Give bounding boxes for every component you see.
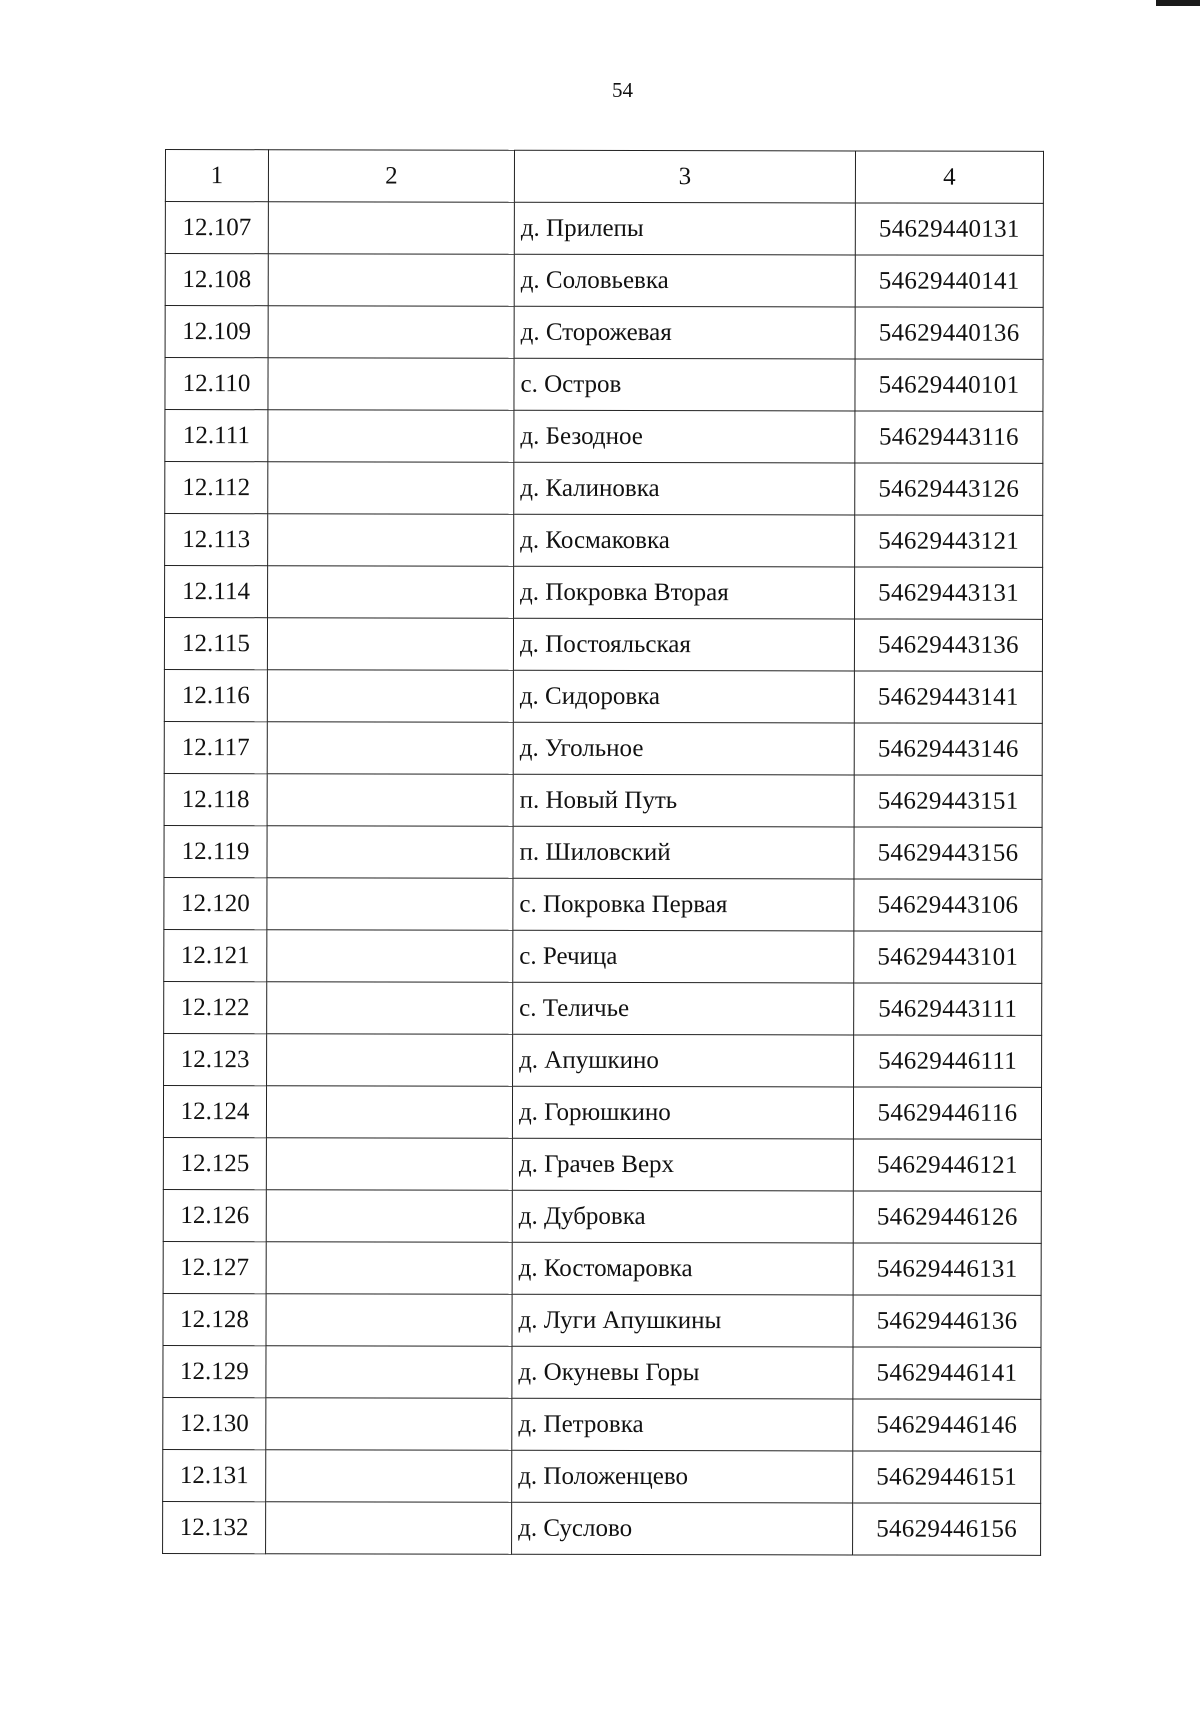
settlement-name-cell: д. Положенцево bbox=[512, 1450, 853, 1503]
table-row bbox=[163, 1397, 1041, 1451]
table-row bbox=[163, 1137, 1041, 1191]
row-number-cell: 12.111 bbox=[165, 410, 268, 462]
header-col-2: 2 bbox=[268, 150, 514, 203]
oktmo-code-cell: 54629443141 bbox=[854, 671, 1042, 723]
row-number-cell: 12.108 bbox=[165, 254, 268, 306]
settlement-name-cell: д. Покровка Вторая bbox=[514, 566, 855, 619]
column-2-cell bbox=[266, 1242, 512, 1295]
row-number-cell: 12.115 bbox=[164, 618, 267, 670]
header-col-4: 4 bbox=[855, 151, 1043, 203]
row-number-cell: 12.127 bbox=[163, 1241, 266, 1293]
oktmo-code-cell: 54629446156 bbox=[853, 1503, 1041, 1555]
row-number-cell: 12.122 bbox=[164, 981, 267, 1033]
oktmo-code-cell: 54629443101 bbox=[854, 931, 1042, 983]
settlement-name-cell: д. Луги Апушкины bbox=[512, 1294, 853, 1347]
oktmo-code-cell: 54629440101 bbox=[855, 359, 1043, 411]
settlements-table bbox=[162, 149, 1044, 1556]
column-2-cell bbox=[268, 254, 514, 307]
column-2-cell bbox=[267, 878, 513, 931]
table-row bbox=[164, 1033, 1042, 1087]
table-row bbox=[163, 1189, 1041, 1243]
oktmo-code-cell: 54629443151 bbox=[854, 775, 1042, 827]
settlement-name-cell: с. Теличье bbox=[513, 982, 854, 1035]
oktmo-code-cell: 54629446121 bbox=[853, 1139, 1041, 1191]
settlement-name-cell: д. Сидоровка bbox=[513, 670, 854, 723]
table-row bbox=[165, 358, 1043, 412]
page-number: 54 bbox=[612, 78, 633, 102]
oktmo-code-cell: 54629443156 bbox=[854, 827, 1042, 879]
column-2-cell bbox=[266, 1398, 512, 1451]
oktmo-code-cell: 54629446151 bbox=[853, 1451, 1041, 1503]
column-2-cell bbox=[267, 618, 513, 671]
table-row bbox=[163, 1345, 1041, 1399]
row-number-cell: 12.125 bbox=[163, 1137, 266, 1189]
table-row bbox=[165, 566, 1043, 620]
settlement-name-cell: д. Окуневы Горы bbox=[512, 1346, 853, 1399]
row-number-cell: 12.117 bbox=[164, 721, 267, 773]
column-2-cell bbox=[266, 1450, 512, 1503]
table-row bbox=[164, 877, 1042, 931]
column-2-cell bbox=[267, 826, 513, 879]
oktmo-code-cell: 54629443146 bbox=[854, 723, 1042, 775]
settlement-name-cell: д. Сторожевая bbox=[514, 306, 855, 359]
table-row bbox=[163, 1501, 1041, 1555]
table-row bbox=[163, 1293, 1041, 1347]
oktmo-code-cell: 54629440141 bbox=[855, 255, 1043, 307]
oktmo-code-cell: 54629446131 bbox=[853, 1243, 1041, 1295]
settlement-name-cell: д. Суслово bbox=[512, 1502, 853, 1555]
row-number-cell: 12.131 bbox=[163, 1449, 266, 1501]
table-row bbox=[164, 981, 1042, 1035]
oktmo-code-cell: 54629443126 bbox=[855, 463, 1043, 515]
column-2-cell bbox=[266, 1346, 512, 1399]
row-number-cell: 12.123 bbox=[164, 1033, 267, 1085]
header-col-1: 1 bbox=[165, 150, 268, 202]
settlement-name-cell: п. Шиловский bbox=[513, 826, 854, 879]
oktmo-code-cell: 54629443111 bbox=[854, 983, 1042, 1035]
table-header-row bbox=[165, 150, 1043, 204]
table-row bbox=[163, 1085, 1041, 1139]
settlement-name-cell: д. Соловьевка bbox=[514, 254, 855, 307]
settlement-name-cell: д. Прилепы bbox=[514, 202, 855, 255]
settlement-name-cell: с. Речица bbox=[513, 930, 854, 983]
column-2-cell bbox=[267, 930, 513, 983]
column-2-cell bbox=[266, 1138, 512, 1191]
column-2-cell bbox=[267, 982, 513, 1035]
settlement-name-cell: д. Костомаровка bbox=[512, 1242, 853, 1295]
settlement-name-cell: д. Безодное bbox=[514, 410, 855, 463]
column-2-cell bbox=[268, 202, 514, 255]
row-number-cell: 12.130 bbox=[163, 1397, 266, 1449]
row-number-cell: 12.118 bbox=[164, 773, 267, 825]
oktmo-code-cell: 54629446146 bbox=[853, 1399, 1041, 1451]
settlement-name-cell: д. Грачев Верх bbox=[512, 1138, 853, 1191]
row-number-cell: 12.124 bbox=[163, 1085, 266, 1137]
table-row bbox=[165, 462, 1043, 516]
table-row bbox=[164, 929, 1042, 983]
row-number-cell: 12.112 bbox=[165, 462, 268, 514]
table-row bbox=[165, 254, 1043, 308]
settlement-name-cell: д. Космаковка bbox=[514, 514, 855, 567]
column-2-cell bbox=[267, 670, 513, 723]
oktmo-code-cell: 54629440131 bbox=[855, 203, 1043, 255]
row-number-cell: 12.126 bbox=[163, 1189, 266, 1241]
header-col-3: 3 bbox=[514, 150, 855, 203]
table-row bbox=[164, 721, 1042, 775]
table-row bbox=[164, 669, 1042, 723]
settlement-name-cell: д. Калиновка bbox=[514, 462, 855, 515]
column-2-cell bbox=[267, 1034, 513, 1087]
table-body bbox=[163, 202, 1044, 1556]
scan-edge-mark bbox=[1156, 0, 1200, 6]
oktmo-code-cell: 54629443131 bbox=[855, 567, 1043, 619]
row-number-cell: 12.110 bbox=[165, 358, 268, 410]
column-2-cell bbox=[268, 566, 514, 619]
column-2-cell bbox=[268, 358, 514, 411]
row-number-cell: 12.120 bbox=[164, 877, 267, 929]
column-2-cell bbox=[268, 462, 514, 515]
column-2-cell bbox=[268, 514, 514, 567]
column-2-cell bbox=[266, 1086, 512, 1139]
column-2-cell bbox=[266, 1294, 512, 1347]
table-row bbox=[165, 514, 1043, 568]
row-number-cell: 12.129 bbox=[163, 1345, 266, 1397]
row-number-cell: 12.116 bbox=[164, 669, 267, 721]
settlement-name-cell: д. Угольное bbox=[513, 722, 854, 775]
table-row bbox=[163, 1241, 1041, 1295]
settlement-name-cell: д. Постояльская bbox=[513, 618, 854, 671]
settlement-name-cell: с. Остров bbox=[514, 358, 855, 411]
row-number-cell: 12.132 bbox=[163, 1501, 266, 1553]
settlement-name-cell: с. Покровка Первая bbox=[513, 878, 854, 931]
oktmo-code-cell: 54629446136 bbox=[853, 1295, 1041, 1347]
oktmo-code-cell: 54629446116 bbox=[853, 1087, 1041, 1139]
row-number-cell: 12.114 bbox=[165, 566, 268, 618]
table-row bbox=[164, 773, 1042, 827]
oktmo-code-cell: 54629440136 bbox=[855, 307, 1043, 359]
row-number-cell: 12.107 bbox=[165, 202, 268, 254]
table-row bbox=[165, 306, 1043, 360]
oktmo-code-cell: 54629446126 bbox=[853, 1191, 1041, 1243]
settlement-name-cell: д. Дубровка bbox=[512, 1190, 853, 1243]
column-2-cell bbox=[266, 1190, 512, 1243]
column-2-cell bbox=[268, 306, 514, 359]
column-2-cell bbox=[267, 722, 513, 775]
oktmo-code-cell: 54629443121 bbox=[855, 515, 1043, 567]
settlement-name-cell: д. Горюшкино bbox=[512, 1086, 853, 1139]
table-row bbox=[165, 202, 1043, 256]
column-2-cell bbox=[266, 1502, 512, 1555]
settlement-name-cell: п. Новый Путь bbox=[513, 774, 854, 827]
oktmo-code-cell: 54629443106 bbox=[854, 879, 1042, 931]
oktmo-code-cell: 54629446111 bbox=[854, 1035, 1042, 1087]
row-number-cell: 12.109 bbox=[165, 306, 268, 358]
table-row bbox=[164, 825, 1042, 879]
oktmo-code-cell: 54629443116 bbox=[855, 411, 1043, 463]
row-number-cell: 12.121 bbox=[164, 929, 267, 981]
table-row bbox=[164, 618, 1042, 672]
table-row bbox=[165, 410, 1043, 464]
settlement-name-cell: д. Апушкино bbox=[513, 1034, 854, 1087]
row-number-cell: 12.119 bbox=[164, 825, 267, 877]
oktmo-code-cell: 54629446141 bbox=[853, 1347, 1041, 1399]
settlement-name-cell: д. Петровка bbox=[512, 1398, 853, 1451]
table-row bbox=[163, 1449, 1041, 1503]
column-2-cell bbox=[267, 774, 513, 827]
column-2-cell bbox=[268, 410, 514, 463]
oktmo-code-cell: 54629443136 bbox=[854, 619, 1042, 671]
row-number-cell: 12.113 bbox=[165, 514, 268, 566]
row-number-cell: 12.128 bbox=[163, 1293, 266, 1345]
